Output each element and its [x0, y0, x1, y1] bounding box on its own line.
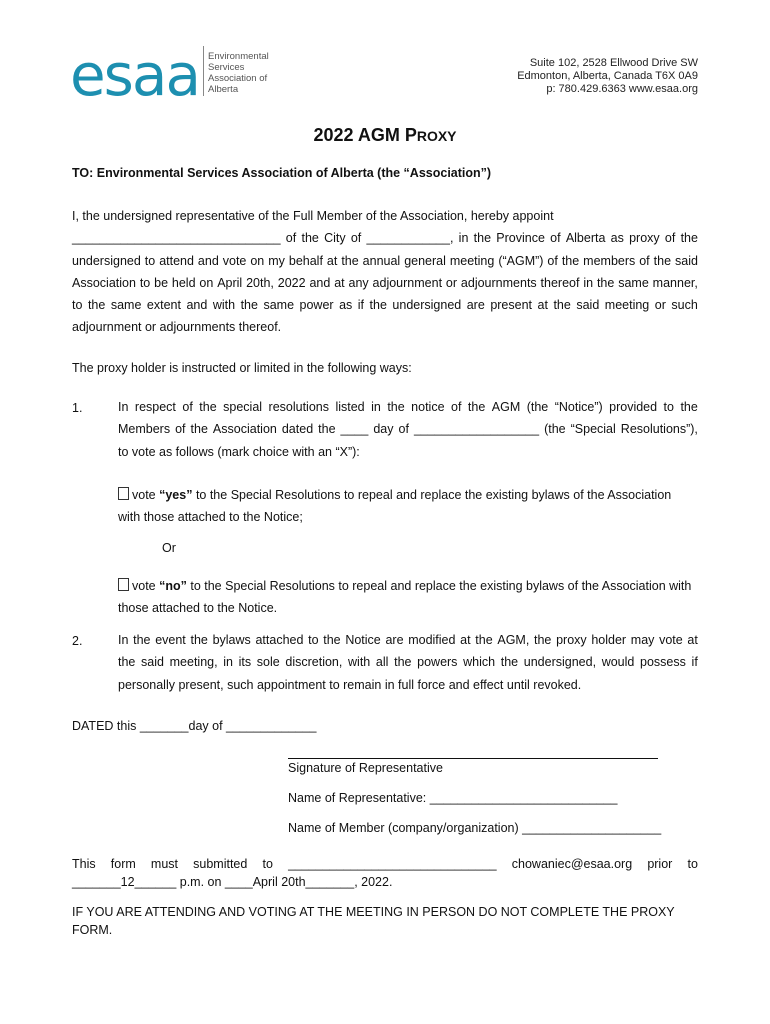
word: of — [451, 400, 462, 414]
logo-subtitle — [208, 51, 269, 95]
word: to — [139, 275, 151, 290]
word: at — [687, 633, 698, 647]
word: adjournments — [460, 275, 537, 290]
logo-line: Alberta — [208, 84, 239, 95]
item-1-number: 1. — [72, 401, 83, 415]
word: Association — [72, 275, 136, 290]
word: said — [141, 655, 164, 670]
word: any — [348, 275, 369, 290]
word: listed — [335, 400, 365, 414]
submit-word: form — [110, 857, 136, 871]
word: of — [639, 253, 650, 268]
word: are — [385, 633, 404, 647]
submit-blank: ______________________________ — [288, 857, 497, 871]
submit-word: This — [72, 857, 96, 871]
word: and — [309, 275, 331, 290]
intro-line — [72, 294, 698, 316]
word: or — [445, 275, 458, 290]
no-word: “no” — [159, 579, 187, 593]
word: thereof — [540, 275, 580, 290]
instruction-line: The proxy holder is instructed or limited in the following ways: — [72, 361, 412, 375]
submission-line — [72, 857, 698, 871]
word: the — [341, 253, 359, 268]
word: of — [175, 422, 186, 437]
item-1-line — [118, 396, 698, 418]
word: 2022 — [277, 275, 306, 290]
signature-line — [288, 758, 658, 759]
word: in — [583, 275, 594, 290]
submit-word: submitted — [193, 857, 248, 871]
word: Association — [212, 422, 277, 437]
word: 20th, — [246, 275, 274, 290]
word: proxy — [629, 231, 660, 246]
word: as — [339, 298, 353, 313]
title-main: 2022 AGM P — [313, 125, 417, 145]
submit-word: to — [262, 857, 273, 871]
word: if — [691, 655, 698, 670]
word: April — [217, 275, 243, 290]
word: undersigned, — [523, 655, 597, 670]
esaa-logo-wordmark: esaa — [70, 41, 199, 109]
word: Members — [118, 422, 171, 437]
word: all — [375, 655, 389, 670]
word: the — [369, 298, 387, 313]
word: provided — [609, 400, 658, 414]
yes-word: “yes” — [159, 488, 193, 502]
word: Resolutions”), — [620, 422, 698, 437]
no-checkbox[interactable] — [118, 578, 129, 591]
word: power — [299, 298, 334, 313]
word: present — [490, 298, 533, 313]
word: __________________ — [413, 422, 540, 437]
word: undersigned — [72, 253, 141, 268]
vote-no-option — [118, 575, 698, 620]
word: possess — [640, 655, 686, 670]
item-1-line — [118, 418, 698, 440]
word: of — [285, 231, 297, 246]
item-2-line — [118, 651, 698, 673]
word: on — [199, 275, 214, 290]
word: discretion, — [285, 655, 343, 670]
submit-email: chowaniec@esaa.org — [511, 857, 633, 871]
word: and — [197, 253, 219, 268]
word: attached — [255, 633, 304, 647]
logo-line: Environmental — [208, 51, 269, 62]
word: the — [475, 633, 493, 647]
word: to — [72, 298, 83, 313]
word: the — [133, 633, 151, 647]
addressee-line: TO: Environmental Services Association of Alberta (the “Association”) — [72, 166, 492, 180]
word: Alberta — [565, 231, 606, 246]
word: powers — [417, 655, 458, 670]
word: Province — [496, 231, 545, 246]
word: the — [680, 231, 698, 246]
word: with — [348, 655, 371, 670]
word: same — [110, 298, 142, 313]
word: resolutions — [268, 400, 329, 414]
word: In — [118, 633, 129, 647]
item-1-line: to vote as follows (mark choice with an “X”): — [118, 444, 360, 459]
yes-line-2: with those attached to the Notice; — [118, 510, 303, 525]
word: the — [240, 298, 258, 313]
word: of — [550, 231, 561, 246]
no-line-2: those attached to the Notice. — [118, 601, 278, 616]
word: vote — [222, 253, 247, 268]
word: adjournment — [372, 275, 443, 290]
word: be — [154, 275, 169, 290]
word: (the — [526, 400, 549, 414]
word: of — [350, 231, 362, 246]
word: in — [458, 231, 469, 246]
word: respect — [134, 400, 176, 414]
intro-line: I, the undersigned representative of the Full Member of the Association, hereby appoint — [72, 209, 554, 223]
word: the — [318, 422, 336, 437]
word: same — [618, 275, 649, 290]
intro-paragraph — [72, 205, 698, 339]
yes-checkbox[interactable] — [118, 487, 129, 500]
word: to — [144, 253, 156, 268]
word: at — [460, 633, 471, 647]
word: of — [547, 253, 558, 268]
word: the — [190, 422, 208, 437]
word: ______________________________ — [72, 231, 281, 246]
in-person-notice: IF YOU ARE ATTENDING AND VOTING AT THE MEETING IN PERSON DO NOT COMPLETE THE PROXY FORM. — [72, 905, 675, 937]
yes-rest: to the Special Resolutions to repeal and replace the existing bylaws of the Association — [192, 488, 672, 502]
address-line: Edmonton, Alberta, Canada T6X 0A9 — [517, 70, 698, 82]
word: sole — [256, 655, 280, 670]
word: (the — [544, 422, 566, 437]
word: the — [199, 400, 217, 414]
word: and — [186, 298, 208, 313]
item-2-line: personally present, such appointment to remain in full force and effect until revoked. — [118, 677, 582, 692]
word: the — [387, 400, 405, 414]
word: the — [118, 655, 136, 670]
word: notice — [411, 400, 445, 414]
item-2-number: 2. — [72, 634, 83, 648]
logo-line: Association of — [208, 73, 268, 84]
word: at — [326, 253, 338, 268]
word: the — [653, 253, 672, 268]
word: AGM, — [497, 633, 530, 647]
item-2-text — [118, 629, 698, 696]
word: the — [323, 633, 341, 647]
intro-line — [72, 250, 698, 272]
page-title — [0, 125, 770, 146]
word: ____________, — [366, 231, 454, 246]
word: on — [250, 253, 265, 268]
word: vote — [659, 633, 683, 647]
word: with — [212, 298, 236, 313]
word: are — [466, 298, 485, 313]
intro-line — [72, 227, 698, 249]
submission-deadline: _______12______ p.m. on ____April 20th_______, 2022. — [72, 875, 393, 889]
word: at — [334, 275, 345, 290]
word: “Notice”) — [554, 400, 603, 414]
word: proxy — [556, 633, 587, 647]
word: the — [301, 231, 319, 246]
address-line: p: 780.429.6363 www.esaa.org — [546, 83, 698, 95]
word: extent — [146, 298, 181, 313]
word: the — [534, 633, 552, 647]
word: in — [223, 655, 233, 670]
word: of — [182, 400, 193, 414]
item-1-text — [118, 396, 698, 463]
yes-prefix: vote — [132, 488, 160, 502]
word: same — [263, 298, 295, 313]
word: the — [87, 298, 106, 313]
no-prefix: vote — [132, 579, 160, 593]
word: Notice — [345, 633, 381, 647]
word: such — [671, 298, 698, 313]
word: behalf — [288, 253, 323, 268]
logo-divider — [203, 46, 204, 96]
word: AGM — [491, 400, 521, 414]
word: said — [576, 298, 600, 313]
word: the — [394, 655, 412, 670]
intro-line — [72, 272, 698, 294]
word: meeting — [604, 298, 650, 313]
word: special — [223, 400, 263, 414]
name-of-representative-field: Name of Representative: ___________________________ — [288, 791, 618, 805]
logo-line: Services — [208, 62, 245, 73]
word: ____ — [340, 422, 369, 437]
word: the — [596, 275, 615, 290]
word: the — [467, 400, 486, 414]
word: would — [601, 655, 635, 670]
word: or — [654, 298, 666, 313]
intro-line: adjournment or adjournments thereof. — [72, 320, 282, 335]
word: to — [663, 400, 674, 414]
address-block — [517, 57, 698, 96]
word: manner, — [652, 275, 698, 290]
word: in — [371, 400, 381, 414]
dated-line: DATED this _______day of _____________ — [72, 719, 317, 733]
word: my — [268, 253, 285, 268]
word: held — [171, 275, 196, 290]
item-2-line — [118, 629, 698, 651]
word: its — [238, 655, 252, 670]
address-line: Suite 102, 2528 Ellwood Drive SW — [529, 57, 698, 69]
word: general — [404, 253, 446, 268]
word: which — [463, 655, 496, 670]
word: of — [398, 422, 409, 437]
word: the — [190, 633, 208, 647]
word: In — [118, 400, 129, 414]
submit-word: prior — [647, 857, 673, 871]
word: event — [155, 633, 186, 647]
word: City — [324, 231, 346, 246]
word: members — [583, 253, 636, 268]
word: to — [308, 633, 319, 647]
word: the — [553, 298, 571, 313]
or-label: Or — [162, 541, 176, 555]
word: bylaws — [212, 633, 251, 647]
no-rest: to the Special Resolutions to repeal and replace the existing bylaws of the Association with — [186, 579, 692, 593]
word: (“AGM”) — [498, 253, 544, 268]
name-of-member-field: Name of Member (company/organization) ____________________ — [288, 821, 662, 835]
submit-word: must — [150, 857, 178, 871]
word: “Special — [570, 422, 616, 437]
word: day — [373, 422, 394, 437]
word: the — [680, 400, 698, 414]
word: if — [357, 298, 365, 313]
word: at — [537, 298, 548, 313]
word: modified — [408, 633, 456, 647]
signature-label: Signature of Representative — [288, 761, 443, 775]
submit-word: to — [687, 857, 698, 871]
word: holder — [591, 633, 627, 647]
word: the — [473, 231, 492, 246]
word: the — [561, 253, 580, 268]
vote-yes-option — [118, 484, 698, 529]
word: undersigned — [392, 298, 462, 313]
word: dated — [281, 422, 314, 437]
word: as — [610, 231, 624, 246]
word: meeting, — [169, 655, 218, 670]
word: meeting — [449, 253, 495, 268]
word: the — [500, 655, 519, 670]
word: attend — [159, 253, 194, 268]
title-small-caps: ROXY — [416, 128, 457, 144]
word: of — [664, 231, 676, 246]
word: may — [630, 633, 655, 647]
word: said — [675, 253, 698, 268]
word: annual — [362, 253, 401, 268]
